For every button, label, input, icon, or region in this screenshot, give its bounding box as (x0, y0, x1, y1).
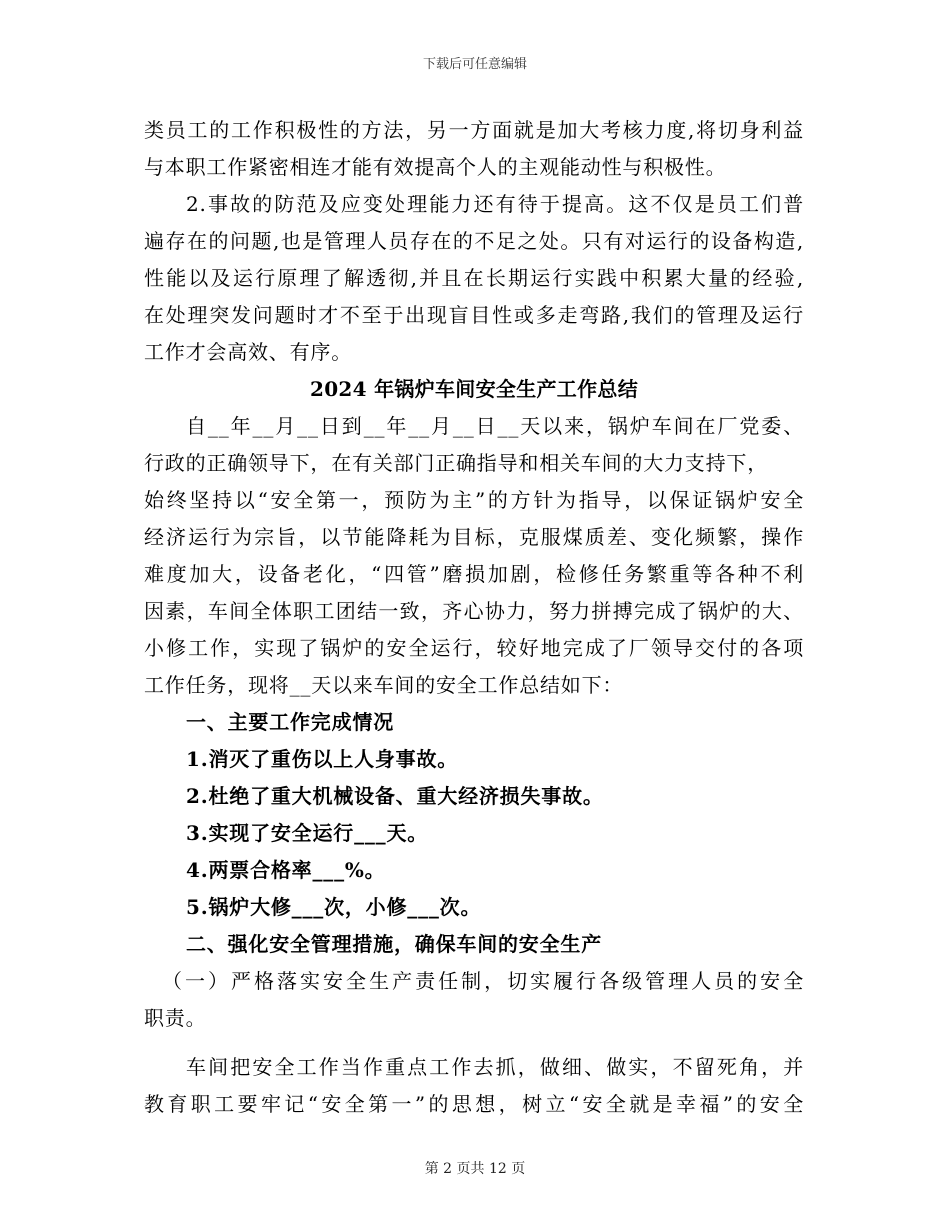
heading-main-work: 一、主要工作完成情况 (186, 710, 394, 734)
list-item: 1.消灭了重伤以上人身事故。 (186, 747, 459, 771)
paragraph-line: 类员工的工作积极性的方法，另一方面就是加大考核力度,将切身利益 (144, 118, 804, 142)
paragraph-line: 遍存在的问题,也是管理人员存在的不足之处。只有对运行的设备构造, (144, 229, 804, 253)
paragraph-line: 因素，车间全体职工团结一致，齐心协力，努力拼搏完成了锅炉的大、 (144, 599, 804, 623)
paragraph-line: 职责。 (144, 1006, 207, 1030)
page-footer: 第 2 页共 12 页 (424, 1161, 526, 1177)
section-title: 2024 年锅炉车间安全生产工作总结 (309, 377, 639, 401)
paragraph-line: （一）严格落实安全生产责任制，切实履行各级管理人员的安全 (162, 969, 804, 993)
paragraph-line: 小修工作，实现了锅炉的安全运行，较好地完成了厂领导交付的各项 (144, 636, 804, 660)
list-item: 2.杜绝了重大机械设备、重大经济损失事故。 (186, 784, 604, 808)
paragraph-gap (144, 1037, 804, 1049)
paragraph-line: 难度加大，设备老化，“四管”磨损加剧，检修任务繁重等各种不利 (144, 562, 804, 586)
page-header: 下载后可任意编辑 (422, 57, 527, 72)
paragraph-line: 工作才会高效、有序。 (144, 340, 352, 364)
heading-safety-measures: 二、强化安全管理措施，确保车间的安全生产 (186, 932, 602, 956)
paragraph-line: 教育职工要牢记“安全第一”的思想，树立“安全就是幸福”的安全 (144, 1092, 804, 1116)
list-item: 4.两票合格率___%。 (186, 858, 386, 882)
paragraph-line: 与本职工作紧密相连才能有效提高个人的主观能动性与积极性。 (144, 155, 727, 179)
paragraph-line: 始终坚持以“安全第一，预防为主”的方针为指导，以保证锅炉安全 (144, 488, 804, 512)
paragraph-line: 2.事故的防范及应变处理能力还有待于提高。这不仅是员工们普 (186, 192, 804, 216)
paragraph-line: 性能以及运行原理了解透彻,并且在长期运行实践中积累大量的经验, (144, 266, 804, 290)
document-body (144, 112, 804, 1123)
list-item: 3.实现了安全运行___天。 (186, 821, 429, 845)
paragraph-line: 工作任务，现将__天以来车间的安全工作总结如下： (144, 673, 624, 697)
paragraph-line: 车间把安全工作当作重点工作去抓，做细、做实，不留死角，并 (186, 1055, 804, 1079)
paragraph-line: 经济运行为宗旨，以节能降耗为目标，克服煤质差、变化频繁，操作 (144, 525, 804, 549)
list-item: 5.锅炉大修___次，小修___次。 (186, 895, 482, 919)
paragraph-line: 行政的正确领导下，在有关部门正确指导和相关车间的大力支持下， (144, 451, 768, 475)
paragraph-line: 在处理突发问题时才不至于出现盲目性或多走弯路,我们的管理及运行 (144, 303, 804, 327)
paragraph-line: 自__年__月__日到__年__月__日__天以来，锅炉车间在厂党委、 (186, 414, 804, 438)
